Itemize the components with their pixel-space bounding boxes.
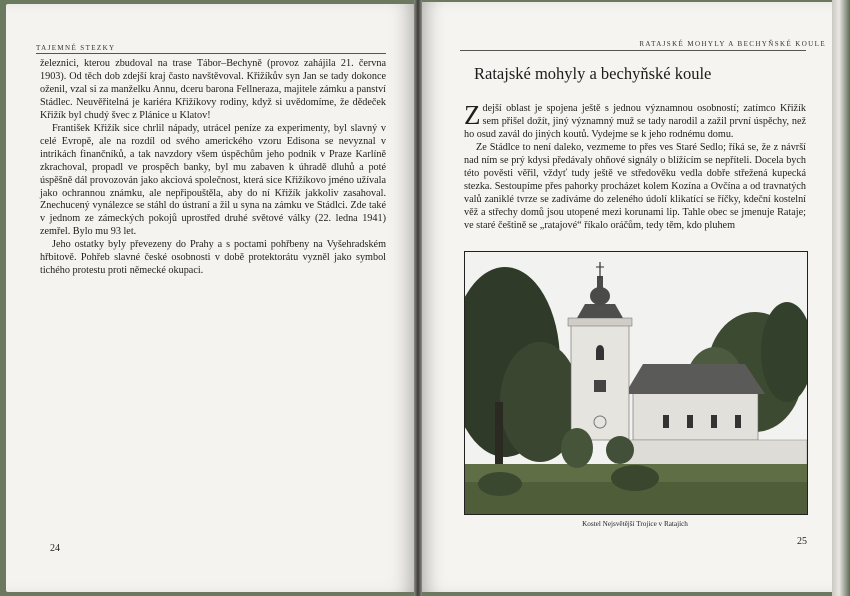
left-paragraph-3: Jeho ostatky byly převezeny do Prahy a s poctami pohřbeny na Vyšehradském hřbitově. Pohřeb slavné české osobnosti v době protektorátu vyzněl jako symbol tichého protestu proti německé okupaci.	[40, 239, 386, 277]
left-paragraph-1: železnici, kterou zbudoval na trase Tábor–Bechyně (provoz zahájila 21. června 1903). Od těch dob zdejší kraj často navštěvoval. Křižíkův syn Jan se tady dokonce oženil, vzal si za manželku Annu, dceru barona Fellneraza, majitele zámku a panství Stádlec. Neuvěřitelná je kariéra Křižíkovy rodiny, když si uvědomíme, že dědeček Křižík byl chudý švec z Plánice u Klatov!	[40, 58, 386, 121]
left-running-head: TAJEMNÉ STEZKY	[36, 44, 116, 52]
right-page-number: 25	[797, 536, 807, 547]
page-edge	[832, 0, 850, 596]
right-header-rule	[460, 50, 806, 51]
book-gutter	[414, 0, 422, 596]
right-running-head: RATAJSKÉ MOHYLY A BECHYŇSKÉ KOULE	[639, 40, 826, 48]
right-paragraph-1-text: dejší oblast je spojena ještě s jednou významnou osobností; zatímco Křižík sem přišel dožít, jiný významný muž se tady narodil a zažil první úspěchy, než ho osud zavál do jiných koutů. Vydejme se k jeho rodnému domu.	[464, 103, 806, 140]
right-paragraph-2: Ze Stádlce to není daleko, vezmeme to přes ves Staré Sedlo; říká se, že z návrší nad ním se prý kdysi předávaly ohňové signály o blížícím se nepříteli. Docela bych této pověsti věřil, vždyť tudy ještě ve středověku vedla dobře střežená kupecká stezka. Sestoupíme přes pahorky procházet kolem Kozína a Ovčína a od travnatých valů zaniklé tvrze se zadíváme do zeleného údolí klikatící se říčky, kdeční kostelní věž a střechy domů jsou utopené mezi korunami lip. Tahle obec se jmenuje Rataje; ve staré češtině se „ratajové“ říkalo oráčům, tedy těm, kdo pluhem	[464, 141, 806, 231]
dropcap: Z	[464, 100, 481, 130]
photo-caption: Kostel Nejsvětější Trojice v Ratajích	[582, 520, 688, 528]
chapter-title: Ratajské mohyly a bechyňské koule	[474, 64, 712, 83]
church-photo	[464, 251, 808, 515]
left-header-rule	[36, 53, 386, 54]
left-paragraph-2: František Křižík sice chrlil nápady, utrácel peníze za experimenty, byl slavný v celé Evropě, ale na rozdíl od svého amerického vzoru Edisona se nevyznal v intrikách finančníků, a tak navzdory všem úspěchům jeho podnik v Praze Karlíně zkrachoval, propadl ve prospěch banky, byl mu zabaven k úhradě dluhů a poté úspěšně dál provozován jako akciová společnost, která sice Křižíkovo jméno užívala jako ochrannou známku, ale nepřipouštěla, aby do ní Křižík jakkoliv zasahoval. Znechucený vynálezce se stáhl do ústraní a žil u syna na zámku ve Stádlci. Zde také v jednom ze zámeckých pokojů uprostřed druhé světové války (22. ledna 1941) zemřel. Bylo mu 93 let.	[40, 122, 386, 238]
left-page-number: 24	[50, 543, 60, 554]
right-body-text	[464, 100, 806, 233]
church-illustration	[465, 252, 807, 514]
left-body-text	[40, 58, 386, 278]
right-paragraph-1	[464, 100, 806, 142]
